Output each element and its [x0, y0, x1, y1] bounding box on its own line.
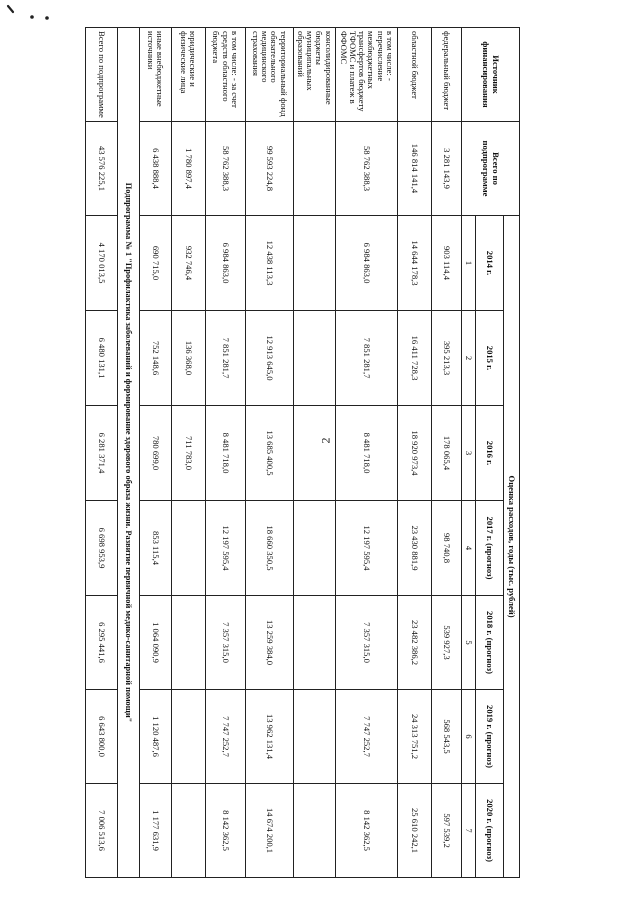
column-index: 1 [461, 216, 475, 311]
cell-value: 12 913 645,0 [245, 311, 293, 406]
cell-value: 1 120 487,6 [139, 690, 171, 784]
cell-value: 6 438 888,4 [139, 122, 171, 216]
cell-value: 13 259 384,0 [245, 596, 293, 690]
row-label: иные внебюджетные источники [139, 28, 171, 122]
header-year: 2016 г. [476, 406, 504, 501]
cell-value: 98 740,8 [431, 501, 461, 596]
column-index: 2 [461, 311, 475, 406]
table-row [245, 28, 293, 878]
row-label: федеральный бюджет [431, 28, 461, 122]
cell-value: 1 064 090,9 [139, 596, 171, 690]
row-label: областной бюджет [397, 28, 431, 122]
cell-value: 14 644 178,3 [397, 216, 431, 311]
header-year: 2015 г. [476, 311, 504, 406]
cell-value: 136 368,0 [171, 311, 205, 406]
cell-value: 4 170 013,5 [85, 216, 117, 311]
cell-value: 25 610 242,1 [397, 784, 431, 878]
financing-table [85, 27, 520, 878]
cell-value: 853 115,4 [139, 501, 171, 596]
cell-value [293, 311, 335, 406]
cell-value: 3 281 143,9 [431, 122, 461, 216]
header-source: Источник финансирования [461, 28, 519, 122]
cell-value [293, 596, 335, 690]
cell-value: 1 177 631,9 [139, 784, 171, 878]
column-index: 5 [461, 596, 475, 690]
table-row [293, 28, 335, 878]
cell-value: 780 699,0 [139, 406, 171, 501]
cell-value: 18 660 350,5 [245, 501, 293, 596]
cell-value: 8 481 718,0 [335, 406, 397, 501]
cell-value: 12 197 595,4 [335, 501, 397, 596]
row-label: юридические и физические лица [171, 28, 205, 122]
cell-value: 7 357 315,0 [205, 596, 245, 690]
cell-value: 7 747 252,7 [205, 690, 245, 784]
cell-value: 6 698 953,9 [85, 501, 117, 596]
cell-value: 395 213,3 [431, 311, 461, 406]
header-year: 2019 г. (прогноз) [476, 690, 504, 784]
cell-value: 7 747 252,7 [335, 690, 397, 784]
column-index: 7 [461, 784, 475, 878]
cell-value: 99 593 224,8 [245, 122, 293, 216]
cell-value: 23 430 881,9 [397, 501, 431, 596]
cell-value: 43 576 225,1 [85, 122, 117, 216]
row-label: консолидированные бюджеты муниципальных образований [293, 28, 335, 122]
cell-value: 18 920 973,4 [397, 406, 431, 501]
cell-value: 58 762 388,3 [205, 122, 245, 216]
cell-value: 6 281 371,4 [85, 406, 117, 501]
column-index: 6 [461, 690, 475, 784]
cell-value: 6 480 131,1 [85, 311, 117, 406]
subprogram-row [117, 28, 139, 878]
cell-value: 568 543,5 [431, 690, 461, 784]
cell-value: 8 142 362,5 [335, 784, 397, 878]
cell-value: 7 851 281,7 [335, 311, 397, 406]
cell-value: 6 984 863,0 [335, 216, 397, 311]
cell-value: 24 313 751,2 [397, 690, 431, 784]
cell-value [171, 501, 205, 596]
row-label: в том числе: - за счет средств областного бюджета [205, 28, 245, 122]
table-row [171, 28, 205, 878]
cell-value: 597 539,2 [431, 784, 461, 878]
cell-value: 13 685 400,5 [245, 406, 293, 501]
cell-value: 58 762 388,3 [335, 122, 397, 216]
cell-value: 1 780 897,4 [171, 122, 205, 216]
table-row [335, 28, 397, 878]
cell-value [171, 596, 205, 690]
cell-value [293, 501, 335, 596]
scan-marks [2, 2, 62, 32]
column-index: 4 [461, 501, 475, 596]
row-label: территориальный фонд обязательного медицинского страхования [245, 28, 293, 122]
table-row [139, 28, 171, 878]
cell-value: 6 984 863,0 [205, 216, 245, 311]
cell-value [293, 784, 335, 878]
cell-value: 7 851 281,7 [205, 311, 245, 406]
cell-value: 16 411 728,3 [397, 311, 431, 406]
header-year: 2020 г. (прогноз) [476, 784, 504, 878]
header-total: Всего по подпрограмме [461, 122, 519, 216]
table-row [397, 28, 431, 878]
total-row [85, 28, 117, 878]
cell-value [293, 690, 335, 784]
cell-value: 6 295 441,6 [85, 596, 117, 690]
header-estimate: Оценка расходов, годы (тыс. рублей) [504, 216, 520, 878]
cell-value: 711 783,0 [171, 406, 205, 501]
header-year: 2014 г. [476, 216, 504, 311]
cell-value: 14 674 200,1 [245, 784, 293, 878]
cell-value: 12 197 595,4 [205, 501, 245, 596]
cell-value: 13 962 131,4 [245, 690, 293, 784]
row-label: в том числе: - перечисление межбюджетных трансфертов бюджету ТФОМС и платеж в ФФОМС [335, 28, 397, 122]
cell-value: 8 481 718,0 [205, 406, 245, 501]
header-year: 2018 г. (прогноз) [476, 596, 504, 690]
cell-value [293, 216, 335, 311]
table-row [205, 28, 245, 878]
cell-value: 932 746,4 [171, 216, 205, 311]
cell-value: 12 438 113,3 [245, 216, 293, 311]
subprogram-title: Подпрограмма № 1 "Профилактика заболеваний и формирование здорового образа жизни. Развитие первичной медико-санитарной помощи" [117, 28, 139, 878]
cell-value: 539 927,3 [431, 596, 461, 690]
financing-table-rotated [96, 27, 520, 877]
cell-value: 23 482 386,2 [397, 596, 431, 690]
cell-value [293, 122, 335, 216]
column-index: 3 [461, 406, 475, 501]
table-row [431, 28, 461, 878]
header-year: 2017 г. (прогноз) [476, 501, 504, 596]
cell-value [171, 690, 205, 784]
cell-value: 146 814 141,4 [397, 122, 431, 216]
cell-value: 178 065,4 [431, 406, 461, 501]
cell-value: 903 114,4 [431, 216, 461, 311]
cell-value: 7 357 315,0 [335, 596, 397, 690]
cell-value: 8 142 362,5 [205, 784, 245, 878]
page-number: 2 [318, 437, 333, 444]
cell-value: 6 643 800,0 [85, 690, 117, 784]
cell-value [293, 406, 335, 501]
row-label: Всего по подпрограмме [85, 28, 117, 122]
cell-value: 752 148,6 [139, 311, 171, 406]
cell-value: 7 006 513,6 [85, 784, 117, 878]
cell-value: 690 715,0 [139, 216, 171, 311]
cell-value [171, 784, 205, 878]
